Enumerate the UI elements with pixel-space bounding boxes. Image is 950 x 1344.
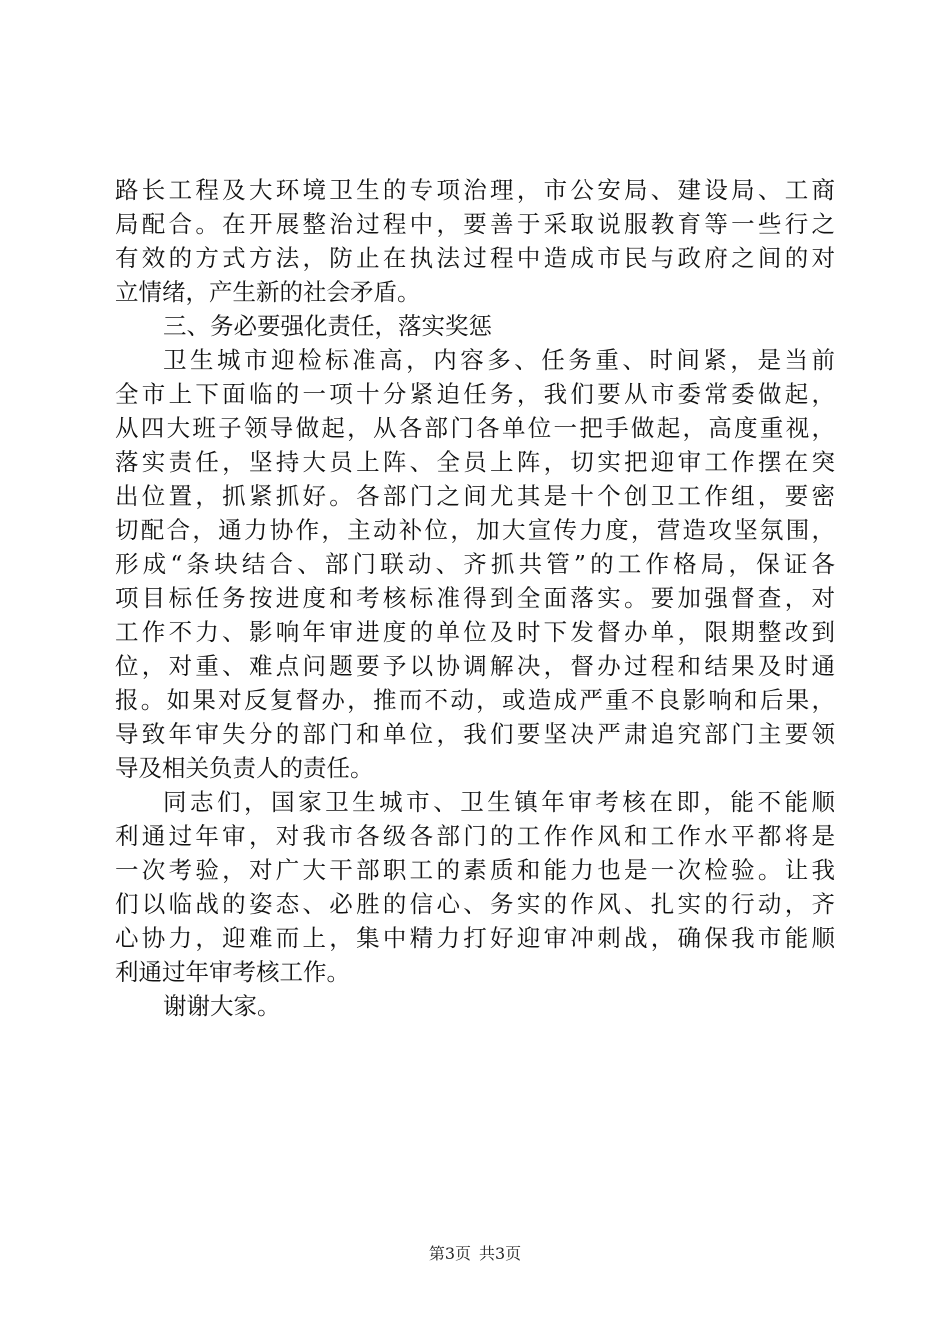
text-line: 全市上下面临的一项十分紧迫任务，我们要从市委常委做起， [115, 380, 835, 408]
text-line: 一次考验，对广大干部职工的素质和能力也是一次检验。让我 [115, 856, 835, 884]
text-line: 卫生城市迎检标准高，内容多、任务重、时间紧，是当前 [163, 346, 835, 374]
text-line: 导致年审失分的部门和单位，我们要坚决严肃追究部门主要领 [115, 720, 835, 748]
text-line: 三、务必要强化责任，落实奖惩 [163, 312, 492, 340]
text-line: 位，对重、难点问题要予以协调解决，督办过程和结果及时通 [115, 652, 835, 680]
text-line: 切配合，通力协作，主动补位，加大宣传力度，营造攻坚氛围， [115, 516, 835, 544]
text-line: 局配合。在开展整治过程中，要善于采取说服教育等一些行之 [115, 210, 835, 238]
text-line: 同志们，国家卫生城市、卫生镇年审考核在即，能不能顺 [163, 788, 835, 816]
text-line: 形成“条块结合、部门联动、齐抓共管”的工作格局，保证各 [115, 550, 835, 578]
page-footer [0, 1243, 950, 1265]
text-line: 路长工程及大环境卫生的专项治理，市公安局、建设局、工商 [115, 176, 835, 204]
text-line: 有效的方式方法，防止在执法过程中造成市民与政府之间的对 [115, 244, 835, 272]
document-body [115, 173, 835, 1023]
text-line: 立情绪，产生新的社会矛盾。 [115, 278, 421, 306]
text-line: 工作不力、影响年审进度的单位及时下发督办单，限期整改到 [115, 618, 835, 646]
text-line: 出位置，抓紧抓好。各部门之间尤其是十个创卫工作组，要密 [115, 482, 835, 510]
text-line: 导及相关负责人的责任。 [115, 754, 374, 782]
page-number: 第3页 [428, 1244, 471, 1263]
text-line: 们以临战的姿态、必胜的信心、务实的作风、扎实的行动，齐 [115, 890, 835, 918]
text-line: 从四大班子领导做起，从各部门各单位一把手做起，高度重视， [115, 414, 835, 442]
text-line: 项目标任务按进度和考核标准得到全面落实。要加强督查，对 [115, 584, 835, 612]
text-line: 落实责任，坚持大员上阵、全员上阵，切实把迎审工作摆在突 [115, 448, 835, 476]
page-total: 共3页 [479, 1244, 522, 1263]
text-line: 谢谢大家。 [163, 992, 281, 1020]
text-line: 利通过年审，对我市各级各部门的工作作风和工作水平都将是 [115, 822, 835, 850]
text-line: 报。如果对反复督办，推而不动，或造成严重不良影响和后果， [115, 686, 835, 714]
text-line: 利通过年审考核工作。 [115, 958, 350, 986]
text-line: 心协力，迎难而上，集中精力打好迎审冲刺战，确保我市能顺 [115, 924, 835, 952]
